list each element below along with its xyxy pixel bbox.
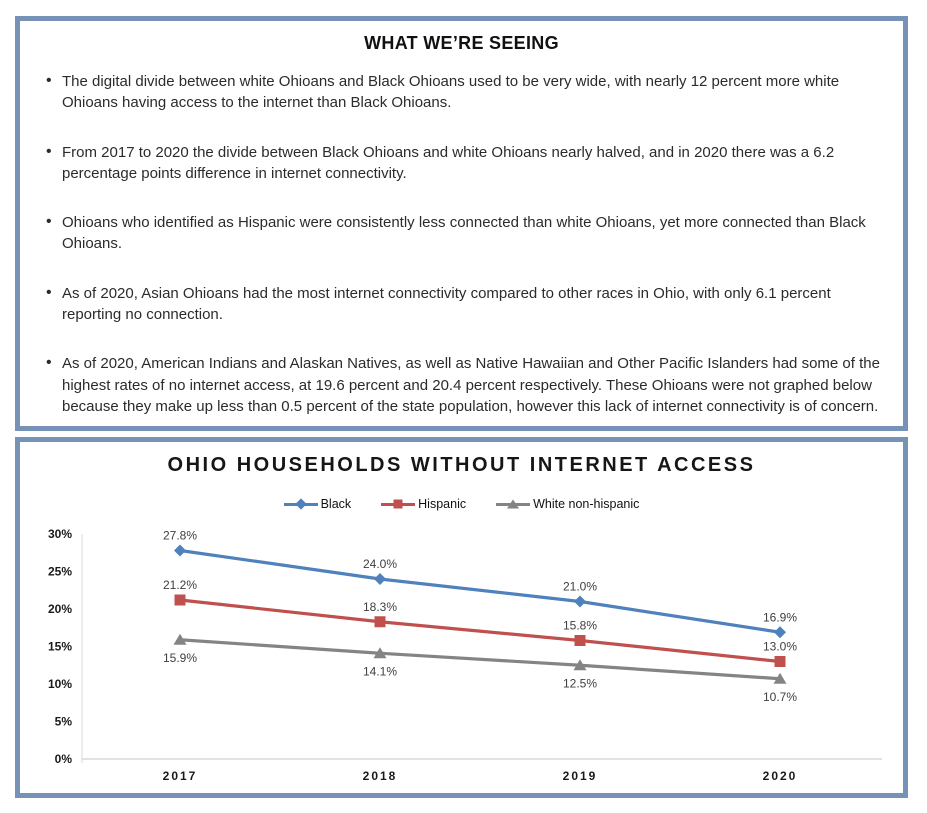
legend-diamond-icon [295,498,306,509]
legend-label: Hispanic [418,497,467,511]
y-axis-tick-label: 20% [47,602,72,616]
x-axis-tick-label: 2017 [162,769,198,783]
data-point-marker-black [374,573,386,585]
legend-line-swatch [284,503,318,506]
data-point-marker-hispanic [575,635,586,646]
bullet-item: • Ohioans who identified as Hispanic were consistently less connected than white Ohioans, yet more connected than Black Ohioans. [44,212,891,255]
data-point-label-white-non-hispanic: 14.1% [362,664,398,679]
summary-panel [15,16,908,431]
y-axis-tick-label: 30% [47,527,72,541]
chart-title: OHIO HOUSEHOLDS WITHOUT INTERNET ACCESS [167,454,756,476]
line-chart [20,524,903,788]
legend-line-swatch [496,503,530,506]
data-point-label-white-non-hispanic: 15.9% [162,650,198,665]
chart-legend [20,496,903,512]
y-axis-tick-label: 10% [47,677,72,691]
series-line-black [180,551,780,633]
data-point-label-hispanic: 18.3% [362,599,398,614]
bullet-item: • From 2017 to 2020 the divide between Black Ohioans and white Ohioans nearly halved, and in 2020 there was a 6.2 percentage points difference in internet connectivity. [44,142,891,185]
data-point-marker-black [774,626,786,638]
bullet-item: • As of 2020, American Indians and Alaskan Natives, as well as Native Hawaiian and Other Pacific Islanders had some of the highest rates of no internet access, at 19.6 percent and 20.4 percent respectively. These Ohioans were not graphed below because they make up less than 0.5 percent of the state population, however this lack of internet connectivity is of concern. [44,353,891,417]
data-point-label-black: 24.0% [362,557,398,571]
series-line-hispanic [180,600,780,662]
legend-label: Black [320,497,352,511]
bullet-item: • As of 2020, Asian Ohioans had the most internet connectivity compared to other races in Ohio, with only 6.1 percent reporting no connection. [44,283,891,326]
legend-line-swatch [381,503,415,506]
y-axis-tick-label: 25% [47,564,72,579]
series-line-white-non-hispanic [180,640,780,679]
summary-title: WHAT WE’RE SEEING [364,33,559,53]
legend-square-icon [394,500,403,509]
legend-item [381,497,466,511]
data-point-marker-hispanic [375,616,386,627]
data-point-label-hispanic: 15.8% [562,618,598,633]
x-axis-tick-label: 2019 [562,769,598,783]
data-point-label-white-non-hispanic: 10.7% [762,689,798,704]
y-axis-tick-label: 0% [54,752,72,766]
data-point-label-black: 16.9% [762,610,798,625]
data-point-marker-hispanic [175,595,186,606]
data-point-marker-black [574,596,586,608]
data-point-label-black: 21.0% [562,579,598,594]
summary-bullet-list [20,71,903,417]
data-point-label-black: 27.8% [162,528,198,543]
y-axis-tick-label: 5% [54,714,72,729]
data-point-label-hispanic: 13.0% [762,639,798,654]
data-point-marker-hispanic [775,656,786,667]
bullet-item: • The digital divide between white Ohioans and Black Ohioans used to be very wide, with nearly 12 percent more white Ohioans having access to the internet than Black Ohioans. [44,71,891,114]
legend-triangle-icon [507,500,519,509]
y-axis-tick-label: 15% [47,639,72,654]
x-axis-tick-label: 2020 [762,769,798,783]
legend-item [496,497,639,511]
legend-label: White non-hispanic [533,497,640,511]
data-point-marker-black [174,545,186,557]
legend-item [284,497,352,511]
x-axis-tick-label: 2018 [362,769,398,783]
data-point-label-hispanic: 21.2% [162,578,198,592]
data-point-label-white-non-hispanic: 12.5% [562,676,598,691]
chart-panel [15,437,908,798]
